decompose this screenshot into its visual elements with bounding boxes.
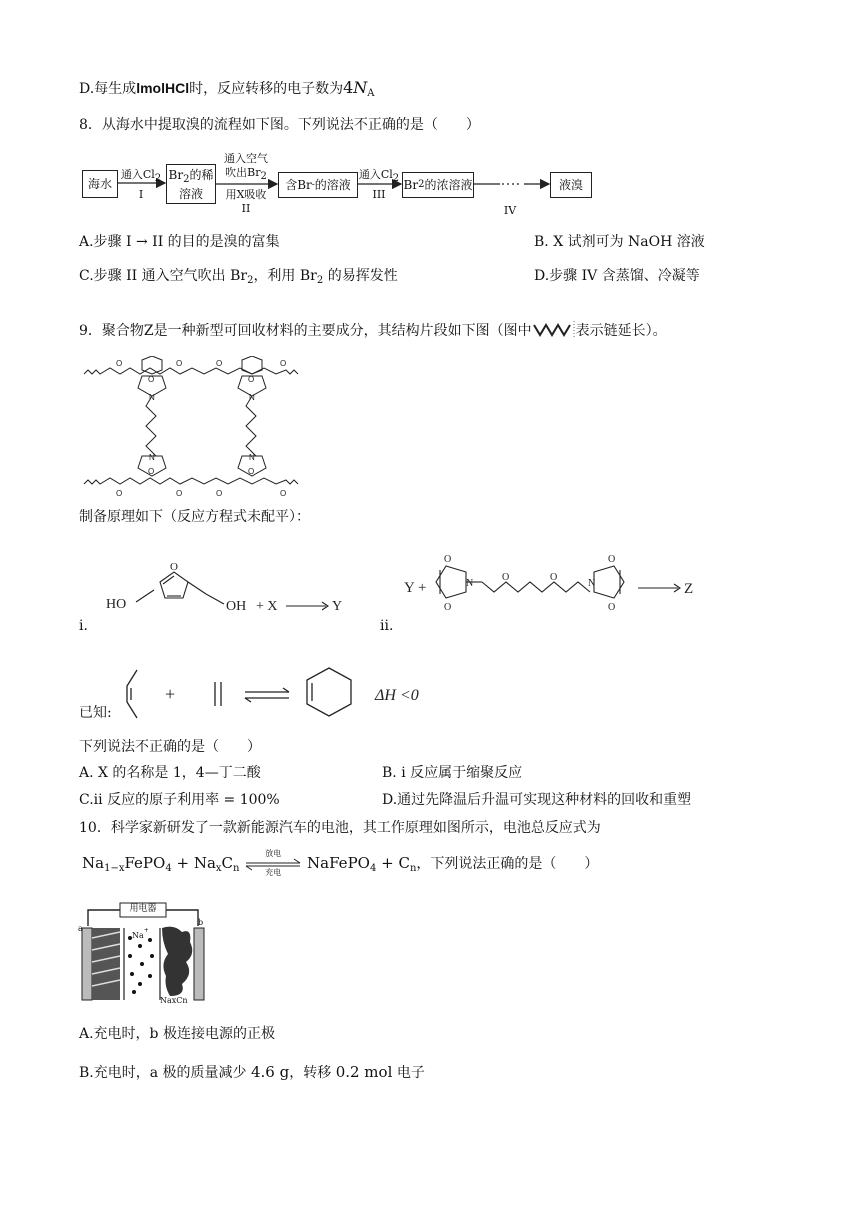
q7-d-mid: 时，反应转移的电子数为 bbox=[189, 81, 344, 97]
q8-option-d: D.步骤 IV 含蒸馏、冷凝等 bbox=[534, 268, 700, 284]
eq-charge: 充电 bbox=[265, 868, 282, 877]
eq-subn: n bbox=[233, 863, 240, 874]
eq-sub1: 1−x bbox=[104, 863, 125, 874]
svg-text:N: N bbox=[149, 453, 155, 462]
q9-stem bbox=[79, 319, 667, 341]
eq-ii-y-plus: Y + bbox=[404, 580, 427, 596]
eq-i-label: i. bbox=[79, 618, 88, 634]
known-dh: ΔH <0 bbox=[375, 687, 419, 704]
eq-i-diagram bbox=[100, 560, 370, 630]
a2-sub: 2 bbox=[260, 171, 267, 182]
flow-arrow4-step: IV bbox=[503, 204, 517, 217]
flow-arrow2-top1: 通入空气 bbox=[224, 152, 268, 165]
q10-option-a: A.充电时，b 极连接电源的正极 bbox=[79, 1026, 275, 1042]
flow-arrow2-top2 bbox=[216, 166, 276, 183]
q10-b-post: 电子 bbox=[392, 1065, 425, 1081]
q9-prep-principle: 制备原理如下（反应方程式未配平）： bbox=[79, 509, 310, 525]
q7-d-value: 4 bbox=[343, 78, 354, 97]
q8-c-sub1: 2 bbox=[247, 275, 254, 286]
known-plus: + bbox=[165, 684, 176, 704]
eq-reversible-arrow bbox=[244, 849, 302, 877]
svg-text:O: O bbox=[216, 359, 223, 368]
svg-text:N: N bbox=[149, 393, 155, 402]
svg-text:O: O bbox=[280, 489, 287, 496]
eq-na2: Na bbox=[193, 854, 216, 872]
eq-c: C bbox=[221, 854, 234, 872]
eq-subx: x bbox=[215, 863, 222, 874]
svg-text:O: O bbox=[216, 489, 223, 496]
q10-stem: 10．科学家新研发了一款新能源汽车的电池，其工作原理如图所示，电池总反应式为 bbox=[79, 820, 601, 836]
svg-text:N: N bbox=[249, 453, 255, 462]
battery-diagram bbox=[78, 898, 208, 1006]
fb3-pre: 含Br bbox=[285, 178, 312, 192]
svg-text:O: O bbox=[148, 375, 155, 384]
eq-tail: ，下列说法正确的是（ ） bbox=[416, 856, 599, 872]
svg-text:O: O bbox=[176, 489, 183, 496]
q8-stem: 8．从海水中提取溴的流程如下图。下列说法不正确的是（ ） bbox=[79, 117, 480, 133]
svg-text:O: O bbox=[116, 489, 123, 496]
q10-b-pre: B.充电时，a 极的质量减少 bbox=[79, 1065, 251, 1081]
flow-arrow2-step: II bbox=[241, 202, 251, 215]
q10-b-mass: 4.6 g bbox=[251, 1063, 290, 1081]
eq-ii-o4: O bbox=[550, 572, 558, 583]
flow-arrow3-step: III bbox=[372, 188, 386, 201]
eq-i-o: O bbox=[170, 561, 178, 573]
fb5-label: 液溴 bbox=[558, 178, 583, 192]
fb4-sub: 2 bbox=[418, 179, 425, 190]
battery-na-plus bbox=[132, 924, 149, 942]
q10-b-mid: ，转移 bbox=[289, 1065, 336, 1081]
battery-naxcn: NaxCn bbox=[160, 996, 188, 1005]
q8-option-c bbox=[79, 266, 398, 291]
fb2-br: Br bbox=[168, 167, 184, 182]
svg-text:O: O bbox=[280, 359, 287, 368]
eq-plus: + bbox=[171, 854, 194, 872]
q8-c-sub2: 2 bbox=[316, 275, 324, 286]
q8-c-mid: ，利用 Br bbox=[253, 268, 317, 284]
fb3-post: 的溶液 bbox=[314, 178, 351, 192]
eq-ii-o2: O bbox=[444, 602, 452, 613]
diels-alder-diagram bbox=[115, 662, 455, 722]
eq-ii-o6: O bbox=[608, 602, 616, 613]
a1-sub: 2 bbox=[154, 173, 162, 184]
fig-na-sup: + bbox=[143, 927, 149, 934]
q8-flow-diagram bbox=[80, 148, 600, 220]
q8-c-pre: C.步骤 II 通入空气吹出 Br bbox=[79, 268, 248, 284]
a2-top2: 吹出Br bbox=[225, 166, 261, 179]
svg-text:O: O bbox=[248, 467, 255, 476]
svg-text:O: O bbox=[176, 359, 183, 368]
q9-option-a: A. X 的名称是 1，4—丁二酸 bbox=[79, 765, 261, 781]
fb2-sub: 2 bbox=[183, 173, 190, 185]
q9-stem-post: 表示链延长）。 bbox=[575, 323, 667, 339]
battery-electrode-a: a bbox=[78, 924, 83, 933]
q10-equation bbox=[82, 849, 599, 880]
flow-box-seawater-label: 海水 bbox=[87, 177, 112, 191]
eq-ii-o5: O bbox=[608, 554, 616, 565]
svg-text:O: O bbox=[248, 375, 255, 384]
q9-option-b: B. i 反应属于缩聚反应 bbox=[382, 765, 523, 781]
fb4-post: 的浓溶液 bbox=[424, 178, 473, 192]
svg-text:O: O bbox=[116, 359, 123, 368]
q7-d-n: N bbox=[353, 78, 368, 97]
q8-option-b: B. X 试剂可为 NaOH 溶液 bbox=[534, 234, 705, 250]
eq-ii-diagram bbox=[402, 548, 702, 623]
flow-arrow1-step: I bbox=[138, 188, 144, 201]
eq-i-plus-x: + X bbox=[256, 599, 278, 614]
eq-ii-n2: N bbox=[588, 578, 596, 589]
q7-d-prefix: D.每生成 bbox=[79, 81, 137, 97]
q8-option-a: A.步骤 I → II 的目的是溴的富集 bbox=[79, 234, 280, 250]
q9-option-c: C.ii 反应的原子利用率 = 100% bbox=[79, 792, 280, 808]
battery-device-label: 用电器 bbox=[129, 904, 157, 914]
a1-top: 通入Cl bbox=[120, 168, 155, 181]
eq-ii-label: ii. bbox=[380, 618, 394, 634]
q7-d-formula: lmolHCl bbox=[136, 80, 190, 96]
eq-fepo4: FePO bbox=[124, 854, 166, 872]
eq-ii-o1: O bbox=[444, 554, 452, 565]
polymer-structure-diagram bbox=[80, 356, 330, 496]
a3-sub: 2 bbox=[392, 173, 400, 184]
q7-d-sub: A bbox=[367, 88, 375, 99]
eq-i-y: Y bbox=[332, 599, 343, 614]
q10-b-mol: 0.2 mol bbox=[335, 1063, 393, 1081]
fb2-rest: 的稀 bbox=[189, 167, 214, 182]
eq-ii-z: Z bbox=[684, 581, 694, 597]
svg-text:N: N bbox=[249, 393, 255, 402]
chain-extension-icon bbox=[532, 319, 576, 339]
q9-question: 下列说法不正确的是（ ） bbox=[79, 739, 261, 755]
eq-na: Na bbox=[82, 854, 105, 872]
q9-known-label: 已知: bbox=[79, 705, 112, 721]
a3-top: 通入Cl bbox=[358, 168, 393, 181]
q10-option-b bbox=[79, 1062, 425, 1083]
fb4-pre: Br bbox=[403, 178, 419, 192]
flow-arrow3-top bbox=[352, 168, 406, 185]
flow-box-dilute-br2-line2: 溶液 bbox=[178, 186, 203, 201]
eq-discharge: 放电 bbox=[265, 849, 282, 858]
eq-product2-sub: n bbox=[409, 863, 417, 874]
eq-ii-o3: O bbox=[502, 572, 510, 583]
eq-product-sub: 4 bbox=[369, 863, 377, 874]
eq-product: NaFePO bbox=[307, 854, 370, 872]
eq-i-oh: OH bbox=[226, 599, 247, 614]
flow-arrow1-top bbox=[116, 168, 166, 185]
q9-option-d: D.通过先降温后升温可实现这种材料的回收和重塑 bbox=[382, 792, 692, 808]
battery-electrode-b: b bbox=[198, 918, 204, 927]
flow-arrow2-bottom: 用X吸收 bbox=[225, 188, 267, 201]
svg-text:O: O bbox=[148, 467, 155, 476]
q8-c-post: 的易挥发性 bbox=[323, 268, 398, 284]
eq-plus2: + C bbox=[376, 854, 410, 872]
fig-na: Na bbox=[132, 931, 144, 940]
eq-ii-n1: N bbox=[466, 578, 474, 589]
eq-sub4: 4 bbox=[165, 863, 172, 874]
q7-option-d bbox=[79, 78, 375, 104]
q9-stem-pre: 9．聚合物Z是一种新型可回收材料的主要成分，其结构片段如下图（图中 bbox=[79, 323, 532, 339]
fb3-sup: - bbox=[311, 180, 315, 190]
eq-i-ho: HO bbox=[106, 597, 127, 612]
